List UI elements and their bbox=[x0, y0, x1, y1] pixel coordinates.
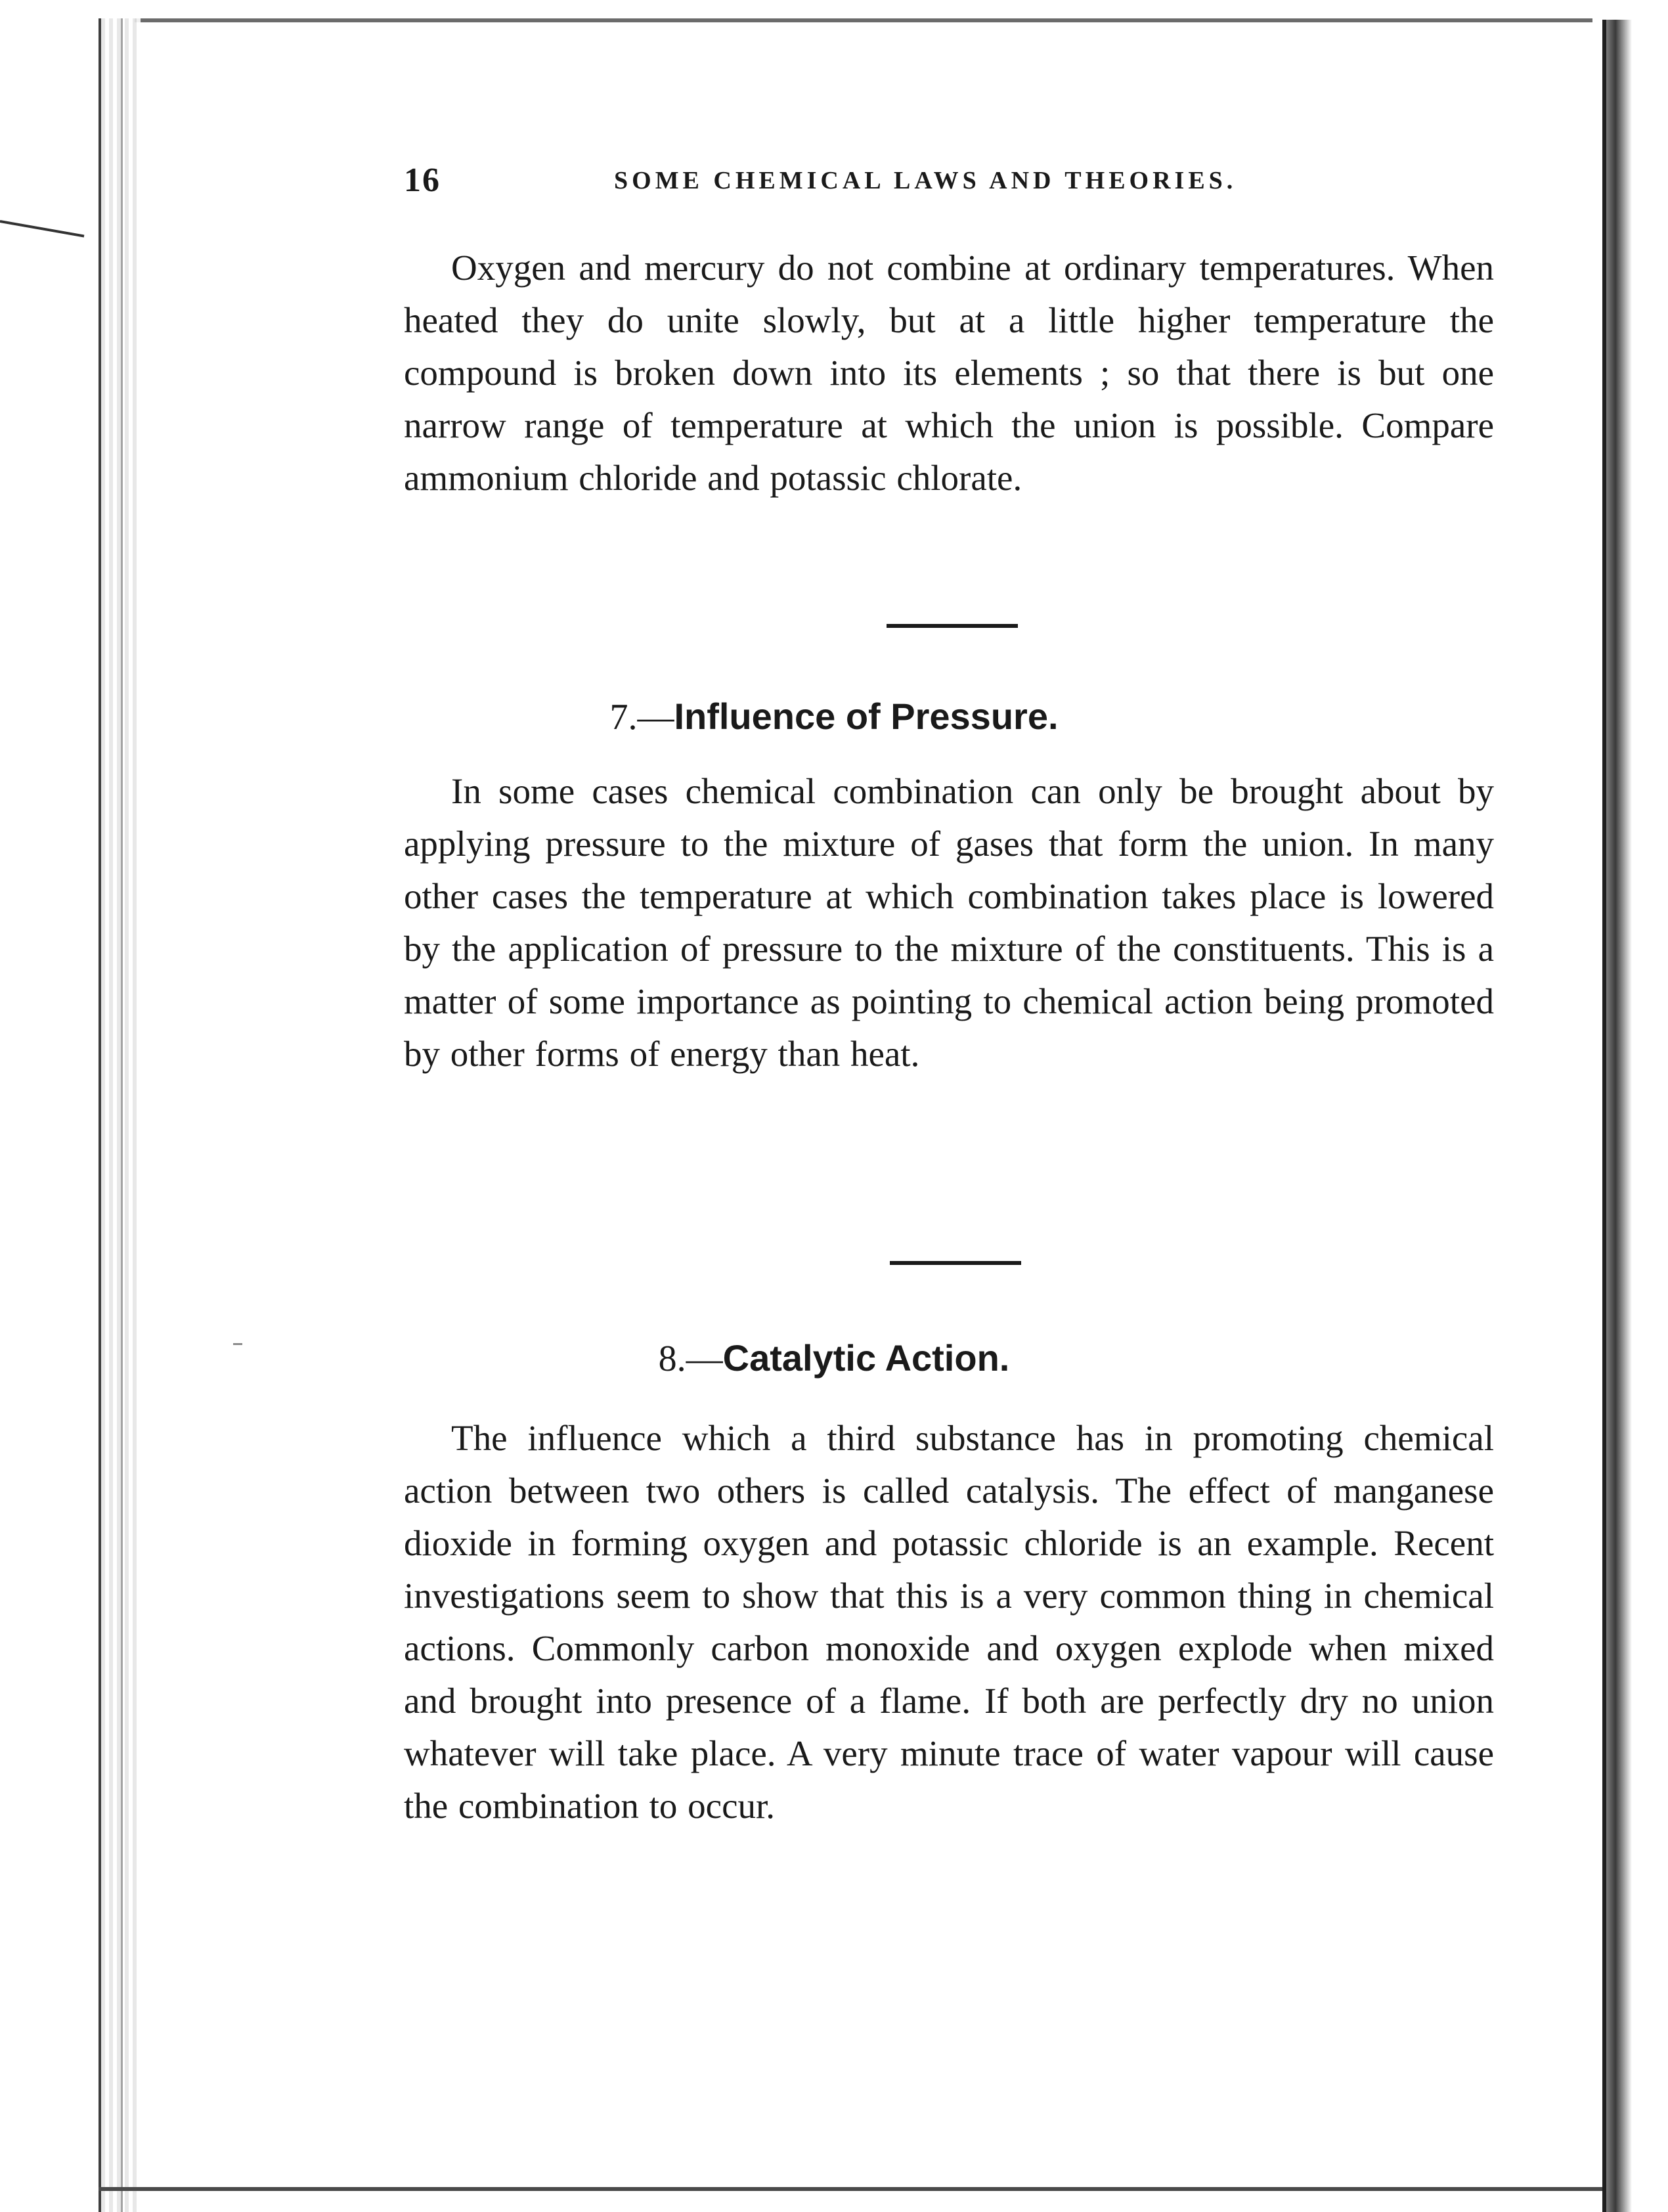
page-edge-top bbox=[135, 18, 1592, 22]
running-head bbox=[404, 161, 1494, 200]
paragraph-oxygen-mercury: Oxygen and mercury do not combine at ordinary temperatures. When heated they do unite slowly, but at a little higher temperature the compound is broken down into its elements ; so that there is but one narrow range of temperature at which the union is possible. Compare ammonium chloride and potassic chlorate. bbox=[404, 248, 1494, 498]
page-stack-left bbox=[99, 18, 141, 2212]
book-gutter bbox=[1602, 20, 1668, 2212]
paragraph-pressure: In some cases chemical combination can only be brought about by applying pressure to the mixture of gases that form the union. In many other cases the temperature at which combination takes place is lowered by the application of pressure to the mixture of the constituents. This is a matter of some importance as pointing to chemical action being promoted by other forms of energy than heat. bbox=[404, 771, 1494, 1074]
scan-mark bbox=[0, 220, 84, 238]
section-title: Influence of Pressure. bbox=[674, 696, 1059, 737]
paragraph-catalysis: The influence which a third substance has in promoting chemical action between two others is called catalysis. The effect of manganese dioxide in forming oxygen and potassic chloride is an example. Recent investigations seem to show that this is a very common thing in chemical actions. Commonly carbon monoxide and oxygen explode when mixed and brought into presence of a flame. If both are perfectly dry no union whatever will take place. A very minute trace of water vapour will cause the combination to occur. bbox=[404, 1418, 1494, 1826]
section-divider bbox=[890, 1261, 1021, 1265]
section-dash: — bbox=[686, 1338, 723, 1379]
section-heading-catalytic bbox=[0, 1337, 1668, 1380]
section-title: Catalytic Action. bbox=[722, 1337, 1010, 1379]
section-heading-pressure bbox=[0, 695, 1668, 738]
section-divider bbox=[887, 624, 1018, 628]
running-title: SOME CHEMICAL LAWS AND THEORIES. bbox=[614, 167, 1237, 194]
section-number: 8. bbox=[658, 1338, 686, 1379]
page-number: 16 bbox=[404, 162, 441, 199]
page-edge-bottom bbox=[99, 2187, 1602, 2191]
section-dash: — bbox=[637, 697, 674, 738]
section-number: 7. bbox=[609, 697, 638, 738]
